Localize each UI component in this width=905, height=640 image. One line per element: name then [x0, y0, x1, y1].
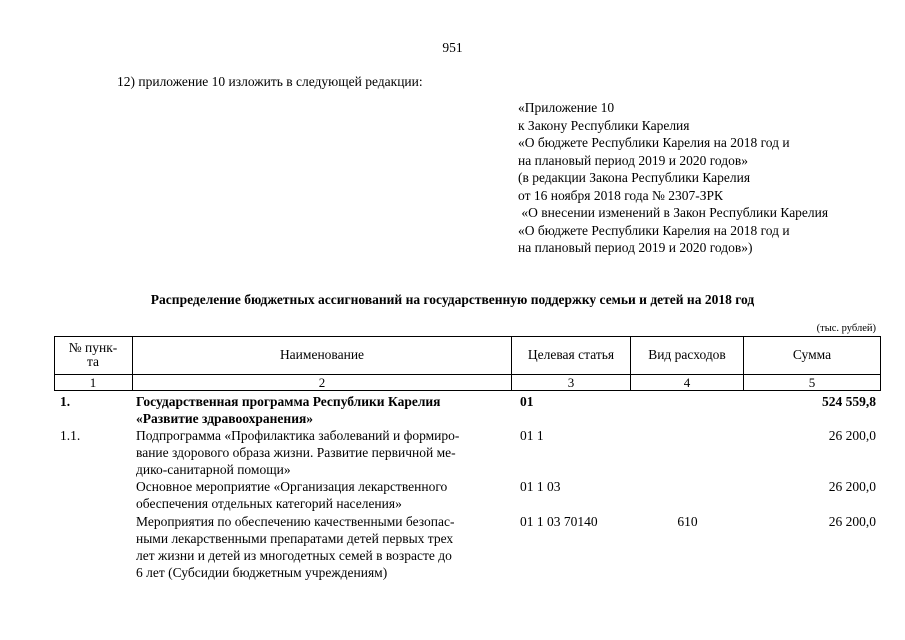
document-title: Распределение бюджетных ассигнований на государственную поддержку семьи и детей на 2018 год [150, 292, 755, 307]
row-name-line: вание здорового образа жизни. Развитие первичной ме- [136, 445, 456, 460]
row-name-line: дико-санитарной помощи» [136, 462, 291, 477]
row-name-line: Государственная программа Республики Карелия [136, 394, 441, 409]
row-name-line: «Развитие здравоохранения» [136, 411, 314, 426]
row-num: 1.1. [60, 428, 81, 443]
col-number: 2 [132, 374, 511, 391]
appendix-line: «О бюджете Республики Карелия на 2018 год и [518, 135, 790, 150]
row-sum: 26 200,0 [828, 514, 876, 529]
row-sum: 524 559,8 [822, 394, 876, 409]
col-number: 1 [89, 374, 97, 390]
appendix-line: на плановый период 2019 и 2020 годов» [518, 152, 749, 168]
row-name [136, 513, 508, 581]
row-type: 610 [677, 514, 698, 529]
row-name-line: Мероприятия по обеспечению качественными безопас- [136, 514, 455, 529]
row-name [136, 393, 508, 427]
row-target: 01 1 03 [520, 479, 561, 494]
appendix-line: «Приложение 10 [518, 100, 615, 115]
header-num: № пунк- та [68, 340, 118, 369]
row-target: 01 1 [520, 428, 544, 443]
appendix-line: «О внесении изменений в Закон Республики Карелия [518, 205, 829, 220]
header-sum: Сумма [743, 336, 880, 374]
header-target: Целевая статья [511, 336, 630, 374]
header-type: Вид расходов [630, 336, 743, 374]
row-sum: 26 200,0 [828, 479, 876, 494]
page-number: 951 [442, 40, 463, 55]
col-number: 5 [743, 374, 880, 391]
row-target: 01 1 03 70140 [520, 514, 598, 529]
appendix-line: «О бюджете Республики Карелия на 2018 год и [518, 222, 790, 238]
row-name [136, 427, 508, 478]
row-name-line: Подпрограмма «Профилактика заболеваний и формиро- [136, 428, 460, 443]
appendix-header-block [518, 99, 828, 257]
col-number: 4 [630, 374, 743, 391]
appendix-line: к Закону Республики Карелия [518, 117, 690, 133]
appendix-line: (в редакции Закона Республики Карелия [518, 170, 751, 185]
row-name-line: ными лекарственными препаратами детей первых трех [136, 531, 454, 546]
appendix-line: от 16 ноября 2018 года № 2307-ЗРК [518, 187, 724, 203]
row-name [136, 478, 508, 512]
row-name-line: Основное мероприятие «Организация лекарственного [136, 479, 448, 494]
units-note: (тыс. рублей) [816, 323, 876, 334]
col-number: 3 [511, 374, 630, 391]
appendix-line: на плановый период 2019 и 2020 годов») [518, 240, 753, 255]
row-name-line: обеспечения отдельных категорий населения» [136, 496, 402, 511]
row-name-line: 6 лет (Субсидии бюджетным учреждениям) [136, 565, 388, 580]
header-name: Наименование [132, 336, 511, 374]
row-target: 01 [520, 394, 534, 409]
row-sum: 26 200,0 [828, 428, 876, 443]
row-num: 1. [60, 394, 71, 409]
amendment-instruction: 12) приложение 10 изложить в следующей редакции: [117, 74, 423, 89]
row-name-line: лет жизни и детей из многодетных семей в возрасте до [136, 548, 452, 563]
